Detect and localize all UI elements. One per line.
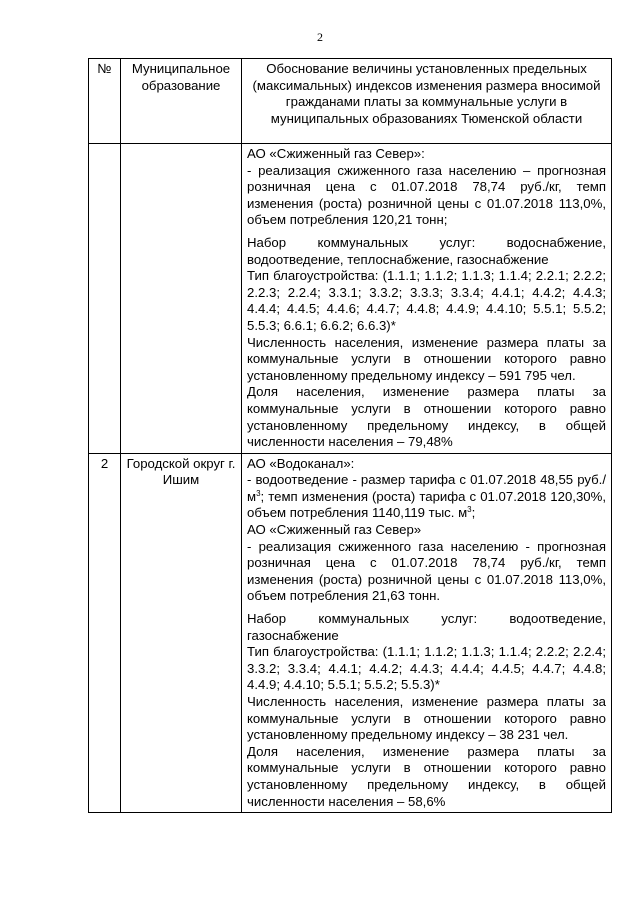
row2-municipality: Городской округ г. Ишим: [121, 453, 242, 812]
page-number: 2: [317, 30, 323, 44]
table-row: [89, 144, 612, 454]
row2-justification: [242, 453, 612, 812]
row2-number: 2: [89, 453, 121, 812]
row1-services-set: Набор коммунальных услуг: водоснабжение, водоотведение, теплоснабжение, газоснабжение: [247, 234, 606, 267]
table-row: [89, 453, 612, 812]
row2-services-set: Набор коммунальных услуг: водоотведение, газоснабжение: [247, 611, 606, 643]
row2-gas-sale: - реализация сжиженного газа населению - прогнозная розничная цена с 01.07.2018 78,74 руб./кг, темп изменения (роста) розничной цены с 01.07.2018 113,0%, объем потребления 21,63 тонн.: [247, 538, 606, 604]
justification-table: [88, 58, 612, 813]
header-number: №: [89, 59, 121, 144]
row1-justification: [242, 144, 612, 454]
row1-population: Численность населения, изменение размера платы за коммунальные услуги в отношении которого равно установленному предельному индексу – 591 795 чел.: [247, 334, 606, 383]
row1-supplier: АО «Сжиженный газ Север»:: [247, 146, 425, 161]
table-header-row: [89, 59, 612, 144]
row2-supplier-vodokanal: АО «Водоканал»:: [247, 455, 355, 471]
header-justification: Обоснование величины установленных предельных (максимальных) индексов изменения размера вносимой гражданами платы за коммунальные услуги в муниципальных образованиях Тюменской области: [242, 59, 612, 144]
row2-population: Численность населения, изменение размера платы за коммунальные услуги в отношении которого равно установленному предельному индексу – 38 231 чел.: [247, 694, 606, 743]
row1-number: [89, 144, 121, 454]
row1-municipality: [121, 144, 242, 454]
row2-supplier-gas: АО «Сжиженный газ Север»: [247, 522, 422, 538]
row2-improvement-type: Тип благоустройства: (1.1.1; 1.1.2; 1.1.3; 1.1.4; 2.2.2; 2.2.4; 3.3.2; 3.3.4; 4.4.1; 4.4.2; 4.4.3; 4.4.4; 4.4.5; 4.4.7; 4.4.8; 4.4.9; 4.4.10; 5.5.1; 5.5.2; 5.5.3)*: [247, 644, 606, 693]
row1-population-share: Доля населения, изменение размера платы за коммунальные услуги в отношении которого равно установленному предельному индексу, в общей численности населения – 79,48%: [247, 384, 606, 450]
row2-population-share: Доля населения, изменение размера платы за коммунальные услуги в отношении которого равно установленному предельному индексу, в общей численности населения – 58,6%: [247, 743, 606, 809]
row1-gas-sale: - реализация сжиженного газа населению – прогнозная розничная цена с 01.07.2018 78,74 руб./кг, темп изменения (роста) розничной цены с 01.07.2018 113,0%, объем потребления 120,21 тонн;: [247, 162, 606, 228]
row1-improvement-type: Тип благоустройства: (1.1.1; 1.1.2; 1.1.3; 1.1.4; 2.2.1; 2.2.2; 2.2.3; 2.2.4; 3.3.1; 3.3.2; 3.3.3; 3.3.4; 4.4.1; 4.4.2; 4.4.3; 4.4.4; 4.4.5; 4.4.6; 4.4.7; 4.4.8; 4.4.9; 4.4.10; 5.5.1; 5.5.2; 5.5.3; 6.6.1; 6.6.2; 6.6.3)*: [247, 268, 606, 333]
header-municipality: Муниципальное образование: [121, 59, 242, 144]
row2-water-tariff: - водоотведение - размер тарифа с 01.07.2018 48,55 $руб./м^3$; темп изменения (роста) тарифа с 01.07.2018 120,30%, объем потребления 1140,119 тыс. $м^3$;: [247, 472, 606, 521]
